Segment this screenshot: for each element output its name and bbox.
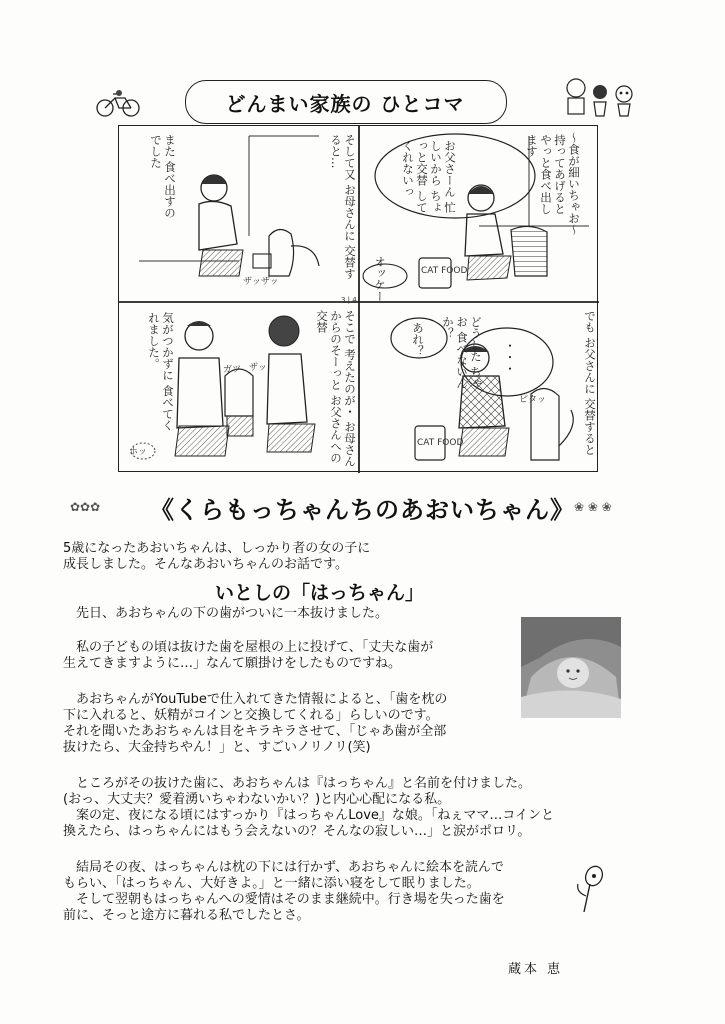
intro-line-2: 成長しました。そんなあおいちゃんのお話です。: [63, 557, 348, 572]
panel4-sfx-gatsu: ガツ: [223, 365, 242, 375]
page-title: どんまい家族の ひとコマ: [225, 92, 465, 116]
panel3-sfx: ピタッ: [519, 395, 547, 405]
para3-line-1: あおちゃんがYouTubeで仕入れてきた情報によると、「歯を枕の: [63, 692, 448, 707]
para2-line-1: 私の子どもの頃は抜けた歯を屋根の上に投げて、「丈夫な歯が: [63, 640, 434, 655]
para4-line-3: 案の定、夜になる頃にはすっかり『はっちゃんLove』な娘。「ねぇママ…コインと: [63, 808, 554, 823]
article-title: 《くらもっちゃんちのあおいちゃん》: [150, 496, 575, 524]
intro-line-1: 5歳になったあおいちゃんは、しっかり者の女の子に: [63, 541, 371, 556]
panel3-speech1: あれ？: [411, 322, 425, 357]
panel1-speech: お父さーん 忙しいから ちょっと交替 してくれないっ: [401, 140, 457, 213]
article-subtitle: いとしの「はっちゃん」: [215, 582, 425, 604]
panel1-narration: 持ってあげるとやっと食べ出します: [525, 134, 567, 215]
panel2-caption: また 食べ出すのでした: [149, 134, 177, 219]
para5-line-2: もらい、「はっちゃん、大好きよ。」と一緒に添い寝をして眠りました。: [63, 876, 480, 891]
para4-line-1: ところがその抜けた歯に、あおちゃんは『はっちゃん』と名前を付けました。: [63, 776, 532, 791]
comic-strip: [118, 125, 598, 472]
panel3-narration: でも お父さんに 交替すると: [583, 310, 597, 456]
para5-line-4: 前に、そっと途方に暮れる私でしたとさ。: [63, 908, 310, 923]
panel2-narration: そして又 お母さんに 交替すると…: [329, 134, 357, 280]
bicycle-doodle-icon: [95, 88, 141, 118]
para4-line-4: 換えたら、はっちゃんにはもう会えないの？そんなの寂しい…」と涙がポロリ。: [63, 824, 531, 839]
panel3-catfood-label: CAT FOOD: [417, 438, 464, 448]
child-photo: [521, 617, 621, 718]
para5-line-1: 結局その夜、はっちゃんは枕の下には行かず、あおちゃんに絵本を読んで: [63, 860, 504, 875]
panel1-catfood-label: CAT FOOD: [421, 266, 468, 276]
author-name: 蔵本 恵: [508, 962, 564, 977]
para1-line-1: 先日、あおちゃんの下の歯がついに一本抜けました。: [63, 606, 389, 621]
panel4-sfx-ho: ホッ: [129, 447, 148, 457]
para3-line-3: それを聞いたあおちゃんは目をキラキラさせて、「じゃあ歯が全部: [63, 724, 447, 739]
characters-doodle-icon: [556, 74, 642, 122]
panel3-speech2: どうした ちゃお 食べないんか？: [441, 316, 483, 389]
panel2-sfx: ザッザッ: [243, 277, 279, 287]
panel3-dots: ・・・: [503, 340, 517, 375]
panel1-caption: 〜食が細いちゃお〜: [567, 132, 581, 236]
para3-line-4: 抜けたら、大金持ちやん！」と、すごいノリノリ(笑): [63, 740, 371, 755]
para3-line-2: 下に入れると、妖精がコインと交換してくれる」らしいのです。: [63, 708, 439, 723]
flower-ornament-icon: ✿✿✿: [70, 500, 101, 514]
para5-line-3: そして翌朝もはっちゃんへの愛情はそのまま継続中。行き場を失った歯を: [63, 892, 505, 907]
plant-doodle-icon: [570, 864, 606, 914]
panel-number: 3 | 4: [341, 296, 357, 304]
panel4-narration: そこで 考えたのが・ お母さんからのそーっと お父さんへの交替: [315, 310, 357, 467]
panel1-reply: オッケー: [373, 256, 387, 302]
para4-line-2: (おっ、大丈夫？愛着湧いちゃわないかい？)と内心心配になる私。: [63, 792, 451, 807]
flower-ornament-icon: ❀ ❀ ❀: [574, 500, 612, 514]
panel4-caption: 気がつかずに 食べてくれました。: [147, 312, 175, 431]
panel4-sfx-za: ザッ: [249, 363, 267, 373]
para2-line-2: 生えてきますように…」なんて願掛けをしたものですね。: [63, 656, 402, 671]
